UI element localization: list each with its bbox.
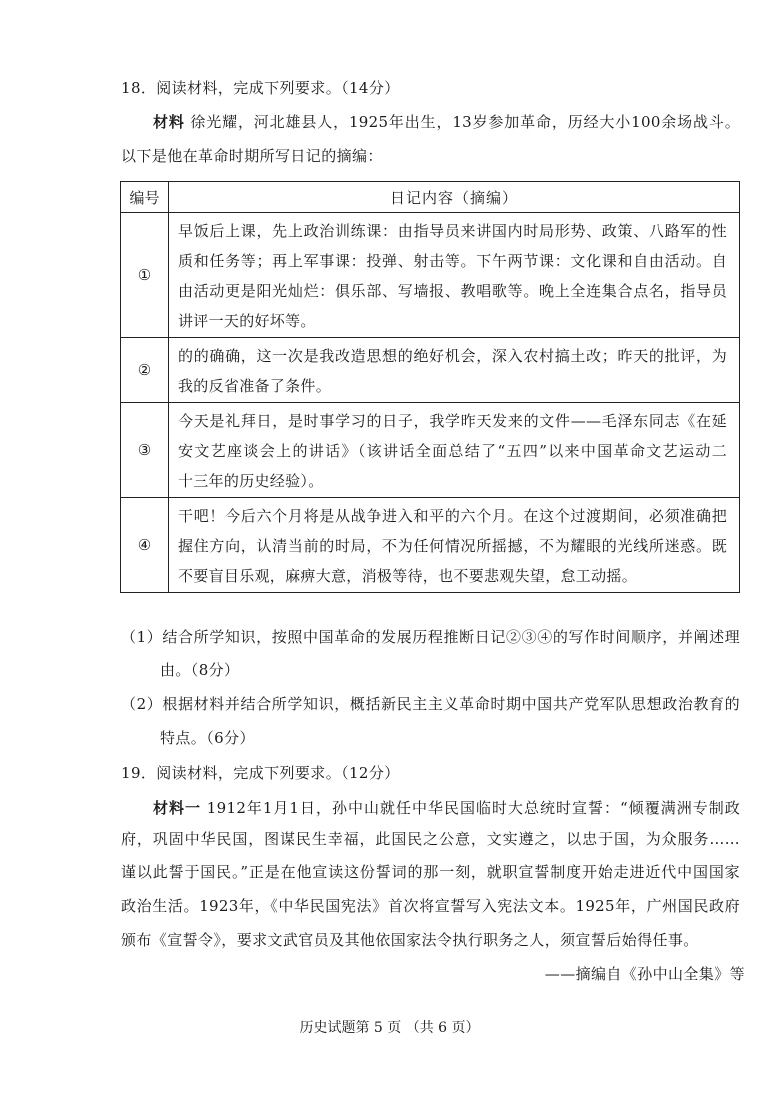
- column-header-content: 日记内容（摘编）: [169, 182, 740, 213]
- row-number: ④: [121, 498, 169, 593]
- diary-line: 十三年的历史经验）。: [178, 472, 324, 490]
- table-row: [121, 498, 740, 593]
- diary-line: 讲评一天的好坏等。: [178, 312, 316, 330]
- q19-line4: 政治生活。1923年，《中华民国宪法》首次将宣誓写入宪法文本。1925年，广州国民政府: [121, 897, 740, 915]
- q18-heading: 18．阅读材料，完成下列要求。（14分）: [121, 79, 400, 97]
- diary-line: 我的反省准备了条件。: [178, 377, 332, 395]
- diary-line: 早饭后上课，先上政治训练课：由指导员来讲国内时局形势、政策、八路军的性: [178, 222, 727, 240]
- row-number: ③: [121, 403, 169, 498]
- page-footer: 历史试题第 5 页 （共 6 页）: [299, 1020, 480, 1036]
- diary-line: 由活动更是阳光灿烂：俱乐部、写墙报、教唱歌等。晚上全连集合点名，指导员: [178, 282, 727, 300]
- q18-sub1-line2: 由。（8分）: [160, 661, 240, 679]
- table-row: [121, 213, 740, 338]
- q19-material-label: 材料一: [153, 799, 202, 817]
- diary-line: 质和任务等；再上军事课：投弹、射击等。下午两节课：文化课和自由活动。自: [178, 252, 727, 270]
- diary-line: 今天是礼拜日，是时事学习的日子，我学昨天发来的文件——毛泽东同志《在延: [178, 412, 727, 430]
- diary-line: 握住方向，认清当前的时局，不为任何情况所摇撼，不为耀眼的光线所迷惑。既: [178, 537, 727, 555]
- table-row: [121, 403, 740, 498]
- column-header-number: 编号: [121, 182, 169, 213]
- diary-line: 干吧！今后六个月将是从战争进入和平的六个月。在这个过渡期间，必须准确把: [178, 507, 727, 525]
- q18-sub2-line2: 特点。（6分）: [160, 729, 255, 747]
- diary-line: 不要盲目乐观，麻痹大意，消极等待，也不要悲观失望，怠工动摇。: [178, 567, 638, 585]
- diary-content: [169, 213, 740, 338]
- q19-line5: 颁布《宣誓令》，要求文武官员及其他依国家法令执行职务之人，须宣誓后始得任事。: [121, 931, 699, 949]
- q19-material-text: 1912年1月1日，孙中山就任中华民国临时大总统时宣誓：“倾覆满洲专制政: [206, 799, 741, 817]
- q18-sub1-line1: （1）结合所学知识，按照中国革命的发展历程推断日记②③④的写作时间顺序，并阐述理: [121, 628, 740, 646]
- q19-heading: 19．阅读材料，完成下列要求。（12分）: [121, 764, 400, 782]
- diary-table-header: [121, 182, 740, 213]
- diary-line: 的的确确，这一次是我改造思想的绝好机会，深入农村搞土改；昨天的批评，为: [178, 347, 727, 365]
- q18-material-text: 徐光耀，河北雄县人，1925年出生，13岁参加革命，历经大小100余场战斗。: [190, 113, 740, 131]
- row-number: ②: [121, 338, 169, 403]
- q18-material-line1: [153, 112, 740, 132]
- q18-material-label: 材料: [153, 113, 185, 131]
- q19-material-line1: [153, 798, 740, 818]
- diary-content: [169, 403, 740, 498]
- diary-content: [169, 338, 740, 403]
- q19-source: ——摘编自《孙中山全集》等: [544, 965, 745, 983]
- diary-table: [120, 181, 740, 593]
- q19-line3: 谨以此誓于国民。”正是在他宣读这份誓词的那一刻，就职宣誓制度开始走进近代中国国家: [121, 863, 740, 881]
- diary-content: [169, 498, 740, 593]
- q18-material-line2: 以下是他在革命时期所写日记的摘编：: [121, 147, 383, 165]
- table-row: [121, 338, 740, 403]
- row-number: ①: [121, 213, 169, 338]
- q18-sub2-line1: （2）根据材料并结合所学知识，概括新民主主义革命时期中国共产党军队思想政治教育的: [121, 695, 740, 713]
- q19-line2: 府，巩固中华民国，图谋民生幸福，此国民之公意，文实遵之，以忠于国，为众服务……: [121, 830, 740, 848]
- diary-line: 安文艺座谈会上的讲话》（该讲话全面总结了“五四”以来中国革命文艺运动二: [178, 442, 727, 460]
